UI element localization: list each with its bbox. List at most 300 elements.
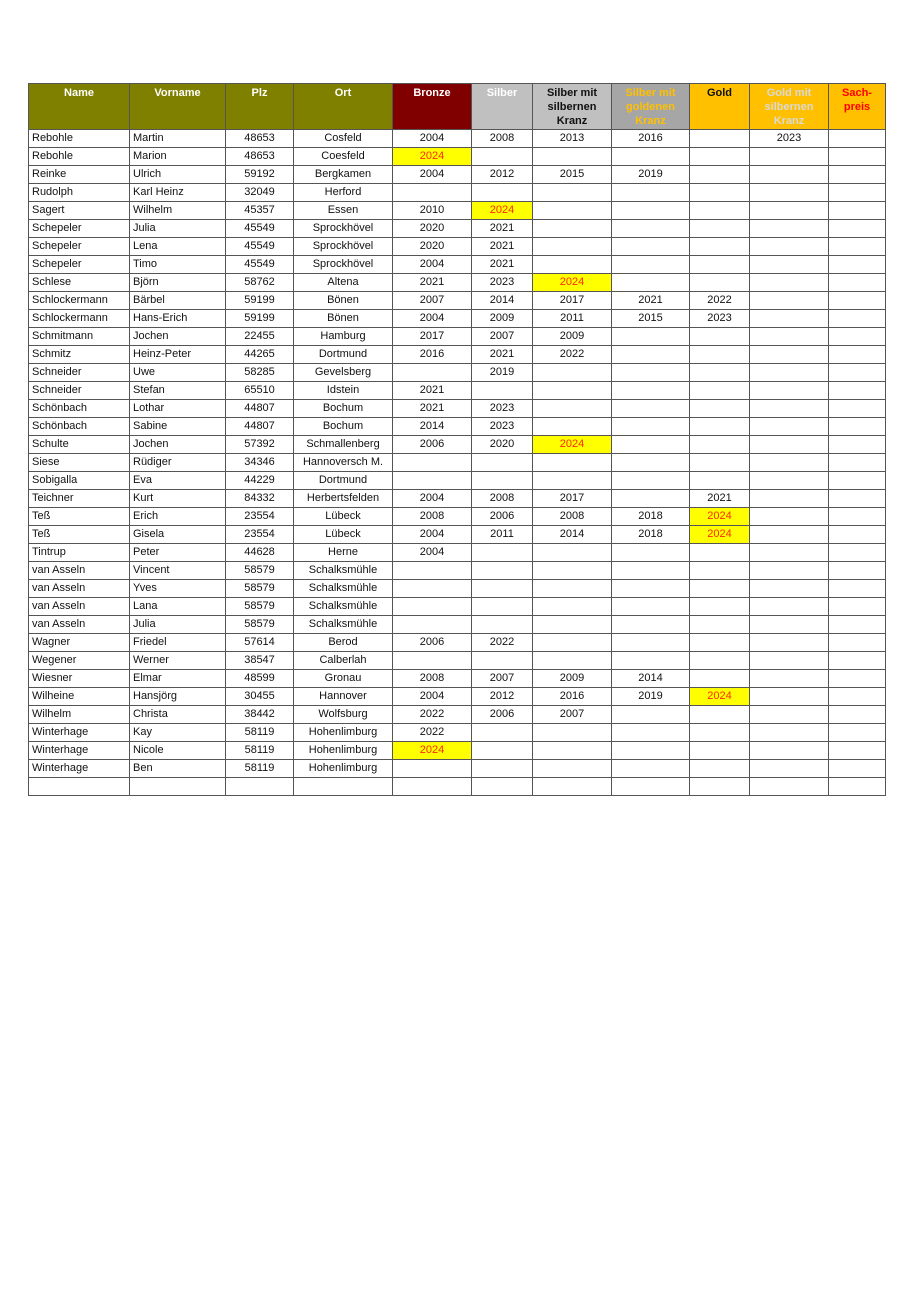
table-row [29, 544, 886, 562]
table-row [29, 292, 886, 310]
table-cell: Altena [294, 274, 393, 292]
table-cell [690, 544, 750, 562]
table-cell: Hohenlimburg [294, 760, 393, 778]
table-cell: 2021 [472, 238, 533, 256]
table-cell: 2024 [690, 508, 750, 526]
table-cell: 30455 [226, 688, 294, 706]
table-cell: 23554 [226, 508, 294, 526]
table-cell [690, 436, 750, 454]
table-cell [472, 148, 533, 166]
table-row [29, 184, 886, 202]
table-cell [750, 166, 829, 184]
table-cell [533, 724, 612, 742]
table-cell [533, 580, 612, 598]
table-cell: 44807 [226, 418, 294, 436]
table-cell: Jochen [130, 328, 226, 346]
table-cell: Kurt [130, 490, 226, 508]
table-cell [612, 274, 690, 292]
table-cell [612, 634, 690, 652]
table-cell [533, 778, 612, 796]
column-header: Silber mit silbernen Kranz [533, 84, 612, 130]
table-cell [829, 490, 886, 508]
column-header: Ort [294, 84, 393, 130]
table-cell [750, 544, 829, 562]
table-cell: Herbertsfelden [294, 490, 393, 508]
table-row [29, 202, 886, 220]
table-cell: 2016 [533, 688, 612, 706]
table-cell [750, 148, 829, 166]
table-cell [472, 472, 533, 490]
table-cell [393, 454, 472, 472]
table-row [29, 598, 886, 616]
table-cell [750, 562, 829, 580]
table-cell: 2004 [393, 688, 472, 706]
table-cell: 2022 [690, 292, 750, 310]
table-cell [750, 472, 829, 490]
table-cell: Schmitz [29, 346, 130, 364]
table-cell: Jochen [130, 436, 226, 454]
table-row [29, 310, 886, 328]
table-cell: Hans-Erich [130, 310, 226, 328]
table-cell [690, 382, 750, 400]
awards-table [28, 83, 886, 796]
table-cell: 2012 [472, 688, 533, 706]
table-cell: 58579 [226, 598, 294, 616]
table-cell [690, 706, 750, 724]
table-cell [829, 778, 886, 796]
table-cell: 2021 [690, 490, 750, 508]
table-cell [690, 724, 750, 742]
table-cell [829, 562, 886, 580]
table-cell [690, 760, 750, 778]
table-cell [829, 310, 886, 328]
table-cell: 2017 [533, 292, 612, 310]
table-cell [612, 580, 690, 598]
table-row [29, 130, 886, 148]
table-cell [829, 760, 886, 778]
table-cell: 2020 [393, 220, 472, 238]
table-cell [612, 220, 690, 238]
table-cell: Sobigalla [29, 472, 130, 490]
table-cell: Bergkamen [294, 166, 393, 184]
table-cell: Nicole [130, 742, 226, 760]
table-row [29, 490, 886, 508]
table-cell [533, 598, 612, 616]
table-cell: 2014 [533, 526, 612, 544]
table-cell [393, 472, 472, 490]
table-cell: 2020 [393, 238, 472, 256]
table-cell [612, 148, 690, 166]
table-cell: 2006 [393, 436, 472, 454]
table-cell [829, 130, 886, 148]
table-cell: 2017 [393, 328, 472, 346]
table-row [29, 274, 886, 292]
table-row [29, 220, 886, 238]
table-cell [612, 490, 690, 508]
table-cell [690, 202, 750, 220]
table-cell [612, 652, 690, 670]
table-cell [533, 616, 612, 634]
table-cell [472, 598, 533, 616]
table-cell: Winterhage [29, 724, 130, 742]
table-cell: Bochum [294, 418, 393, 436]
table-cell: Schalksmühle [294, 580, 393, 598]
table-cell [750, 400, 829, 418]
table-cell: Cosfeld [294, 130, 393, 148]
table-cell: 22455 [226, 328, 294, 346]
table-cell [612, 382, 690, 400]
table-cell [472, 562, 533, 580]
table-cell: Bönen [294, 310, 393, 328]
table-cell [612, 760, 690, 778]
table-cell: van Asseln [29, 562, 130, 580]
table-cell: 45357 [226, 202, 294, 220]
table-cell: Wilhelm [29, 706, 130, 724]
table-cell: Karl Heinz [130, 184, 226, 202]
table-cell [612, 562, 690, 580]
table-cell [750, 616, 829, 634]
table-cell [750, 778, 829, 796]
table-cell: 2004 [393, 490, 472, 508]
table-cell: Siese [29, 454, 130, 472]
table-cell: Elmar [130, 670, 226, 688]
table-cell [690, 238, 750, 256]
table-cell [829, 616, 886, 634]
table-cell: Reinke [29, 166, 130, 184]
table-cell [612, 544, 690, 562]
table-cell [533, 256, 612, 274]
table-cell [690, 652, 750, 670]
table-row [29, 418, 886, 436]
table-cell: Ulrich [130, 166, 226, 184]
table-cell [533, 562, 612, 580]
table-row [29, 454, 886, 472]
table-cell [750, 328, 829, 346]
table-cell [472, 184, 533, 202]
table-cell: 2009 [472, 310, 533, 328]
table-cell: 2017 [533, 490, 612, 508]
table-cell: 2022 [393, 724, 472, 742]
table-cell: Sabine [130, 418, 226, 436]
table-cell [750, 292, 829, 310]
table-cell [393, 616, 472, 634]
table-cell [829, 724, 886, 742]
table-cell: 2009 [533, 670, 612, 688]
table-cell: Dortmund [294, 472, 393, 490]
table-cell [612, 346, 690, 364]
table-cell [690, 328, 750, 346]
table-cell [472, 616, 533, 634]
table-body [29, 130, 886, 796]
table-cell [533, 364, 612, 382]
table-cell: 2008 [472, 490, 533, 508]
table-cell [472, 580, 533, 598]
table-cell [750, 634, 829, 652]
table-cell [533, 148, 612, 166]
table-cell [472, 724, 533, 742]
table-cell: 2024 [533, 436, 612, 454]
table-cell: 2022 [472, 634, 533, 652]
table-cell: Timo [130, 256, 226, 274]
table-cell: 44807 [226, 400, 294, 418]
table-cell: Rüdiger [130, 454, 226, 472]
table-cell [612, 400, 690, 418]
table-row [29, 724, 886, 742]
table-cell [690, 778, 750, 796]
table-cell: 2008 [533, 508, 612, 526]
table-cell [393, 184, 472, 202]
table-cell [533, 382, 612, 400]
table-cell [750, 418, 829, 436]
table-cell: 2019 [472, 364, 533, 382]
table-cell [750, 652, 829, 670]
table-cell: Essen [294, 202, 393, 220]
table-cell: 45549 [226, 256, 294, 274]
table-cell [750, 274, 829, 292]
table-cell [690, 274, 750, 292]
table-cell: Hohenlimburg [294, 742, 393, 760]
table-cell [226, 778, 294, 796]
table-row [29, 166, 886, 184]
table-cell: 38442 [226, 706, 294, 724]
table-cell: Werner [130, 652, 226, 670]
table-cell: Ben [130, 760, 226, 778]
table-cell [829, 706, 886, 724]
column-header: Bronze [393, 84, 472, 130]
table-cell: 57392 [226, 436, 294, 454]
table-cell: Sprockhövel [294, 238, 393, 256]
column-header: Name [29, 84, 130, 130]
table-cell [690, 742, 750, 760]
table-cell: Schepeler [29, 220, 130, 238]
table-cell: 2008 [393, 508, 472, 526]
table-cell: 2021 [612, 292, 690, 310]
table-cell: Lothar [130, 400, 226, 418]
table-cell: Eva [130, 472, 226, 490]
table-row [29, 580, 886, 598]
table-cell: Sagert [29, 202, 130, 220]
table-cell [533, 472, 612, 490]
table-cell: 2023 [472, 274, 533, 292]
table-cell: 2021 [472, 346, 533, 364]
table-cell [750, 706, 829, 724]
table-cell: 2023 [472, 400, 533, 418]
table-cell: 48653 [226, 148, 294, 166]
table-row [29, 472, 886, 490]
table-cell [612, 256, 690, 274]
table-cell: 58119 [226, 760, 294, 778]
table-cell: 34346 [226, 454, 294, 472]
table-cell: Heinz-Peter [130, 346, 226, 364]
table-cell [829, 220, 886, 238]
table-cell [750, 346, 829, 364]
table-cell: 2022 [393, 706, 472, 724]
table-cell [690, 580, 750, 598]
table-cell [829, 634, 886, 652]
table-cell [612, 436, 690, 454]
table-cell [750, 490, 829, 508]
table-cell [829, 148, 886, 166]
table-cell: Schulte [29, 436, 130, 454]
table-cell [690, 670, 750, 688]
table-cell: 2008 [472, 130, 533, 148]
table-cell [750, 724, 829, 742]
table-cell [533, 760, 612, 778]
table-cell [829, 418, 886, 436]
table-cell: van Asseln [29, 616, 130, 634]
table-cell: Schlockermann [29, 292, 130, 310]
table-cell: Rebohle [29, 148, 130, 166]
table-cell: Teichner [29, 490, 130, 508]
table-cell: 44265 [226, 346, 294, 364]
table-cell: Wegener [29, 652, 130, 670]
table-cell: 2015 [533, 166, 612, 184]
table-cell: 2021 [393, 400, 472, 418]
table-cell: 2004 [393, 130, 472, 148]
table-cell: 2014 [472, 292, 533, 310]
table-cell: 58579 [226, 580, 294, 598]
table-cell: Schmallenberg [294, 436, 393, 454]
table-cell: Vincent [130, 562, 226, 580]
table-cell: Winterhage [29, 742, 130, 760]
table-cell: 48653 [226, 130, 294, 148]
table-cell [393, 598, 472, 616]
table-row [29, 364, 886, 382]
table-cell: 2004 [393, 256, 472, 274]
table-cell [750, 220, 829, 238]
column-header: Vorname [130, 84, 226, 130]
table-cell: 2024 [472, 202, 533, 220]
table-cell: Sprockhövel [294, 220, 393, 238]
table-cell: 32049 [226, 184, 294, 202]
table-cell [533, 544, 612, 562]
column-header: Silber [472, 84, 533, 130]
table-cell [472, 742, 533, 760]
table-cell: Bochum [294, 400, 393, 418]
table-cell [829, 526, 886, 544]
table-cell [750, 760, 829, 778]
table-cell: Lana [130, 598, 226, 616]
table-cell [612, 472, 690, 490]
table-cell [533, 400, 612, 418]
table-cell: 2006 [393, 634, 472, 652]
table-cell: 48599 [226, 670, 294, 688]
table-cell: Schönbach [29, 418, 130, 436]
table-cell [393, 562, 472, 580]
table-cell [750, 364, 829, 382]
table-cell [130, 778, 226, 796]
table-cell [612, 454, 690, 472]
column-header: Gold [690, 84, 750, 130]
table-row [29, 562, 886, 580]
table-cell: Hannoversch M. [294, 454, 393, 472]
table-cell: 2024 [690, 688, 750, 706]
column-header: Sach-preis [829, 84, 886, 130]
table-cell: 2024 [690, 526, 750, 544]
table-cell: 2004 [393, 166, 472, 184]
table-cell: 58579 [226, 616, 294, 634]
table-cell [472, 760, 533, 778]
table-cell [29, 778, 130, 796]
table-cell [690, 130, 750, 148]
table-row [29, 760, 886, 778]
table-cell [533, 454, 612, 472]
table-cell [829, 202, 886, 220]
table-cell [829, 364, 886, 382]
table-cell: 23554 [226, 526, 294, 544]
table-cell: 2011 [533, 310, 612, 328]
table-row [29, 400, 886, 418]
table-cell: Lena [130, 238, 226, 256]
table-cell [750, 436, 829, 454]
table-cell: 2014 [393, 418, 472, 436]
table-cell [829, 544, 886, 562]
table-row [29, 328, 886, 346]
table-cell: Schepeler [29, 256, 130, 274]
table-cell: Teß [29, 508, 130, 526]
table-cell: 2019 [612, 688, 690, 706]
table-cell: Sprockhövel [294, 256, 393, 274]
table-cell: Hohenlimburg [294, 724, 393, 742]
table-cell: Rudolph [29, 184, 130, 202]
table-cell [829, 382, 886, 400]
table-cell: 2021 [472, 220, 533, 238]
table-cell [829, 328, 886, 346]
table-cell: Lübeck [294, 508, 393, 526]
table-cell [690, 562, 750, 580]
table-row [29, 778, 886, 796]
table-cell: 45549 [226, 238, 294, 256]
table-cell: 2023 [750, 130, 829, 148]
table-cell: Wilheine [29, 688, 130, 706]
table-cell [533, 202, 612, 220]
table-cell: Bärbel [130, 292, 226, 310]
table-cell: 38547 [226, 652, 294, 670]
table-row [29, 616, 886, 634]
table-cell: 2014 [612, 670, 690, 688]
table-cell: 2006 [472, 706, 533, 724]
table-cell: 59199 [226, 292, 294, 310]
table-row [29, 526, 886, 544]
table-cell [533, 220, 612, 238]
table-cell: Christa [130, 706, 226, 724]
table-cell [750, 508, 829, 526]
column-header: Plz [226, 84, 294, 130]
table-cell: Winterhage [29, 760, 130, 778]
table-cell: Tintrup [29, 544, 130, 562]
table-cell: Martin [130, 130, 226, 148]
table-cell [393, 778, 472, 796]
table-cell [829, 598, 886, 616]
table-cell [750, 184, 829, 202]
table-cell: 58119 [226, 742, 294, 760]
table-cell [750, 454, 829, 472]
table-cell [829, 472, 886, 490]
table-cell [393, 580, 472, 598]
table-cell [612, 184, 690, 202]
table-cell [533, 184, 612, 202]
table-cell: Yves [130, 580, 226, 598]
table-cell [829, 742, 886, 760]
table-cell: 58762 [226, 274, 294, 292]
table-cell: Schalksmühle [294, 562, 393, 580]
table-cell: 2007 [472, 328, 533, 346]
table-cell: Kay [130, 724, 226, 742]
table-cell: 2004 [393, 544, 472, 562]
table-cell [829, 436, 886, 454]
table-cell [750, 688, 829, 706]
table-cell: Hansjörg [130, 688, 226, 706]
